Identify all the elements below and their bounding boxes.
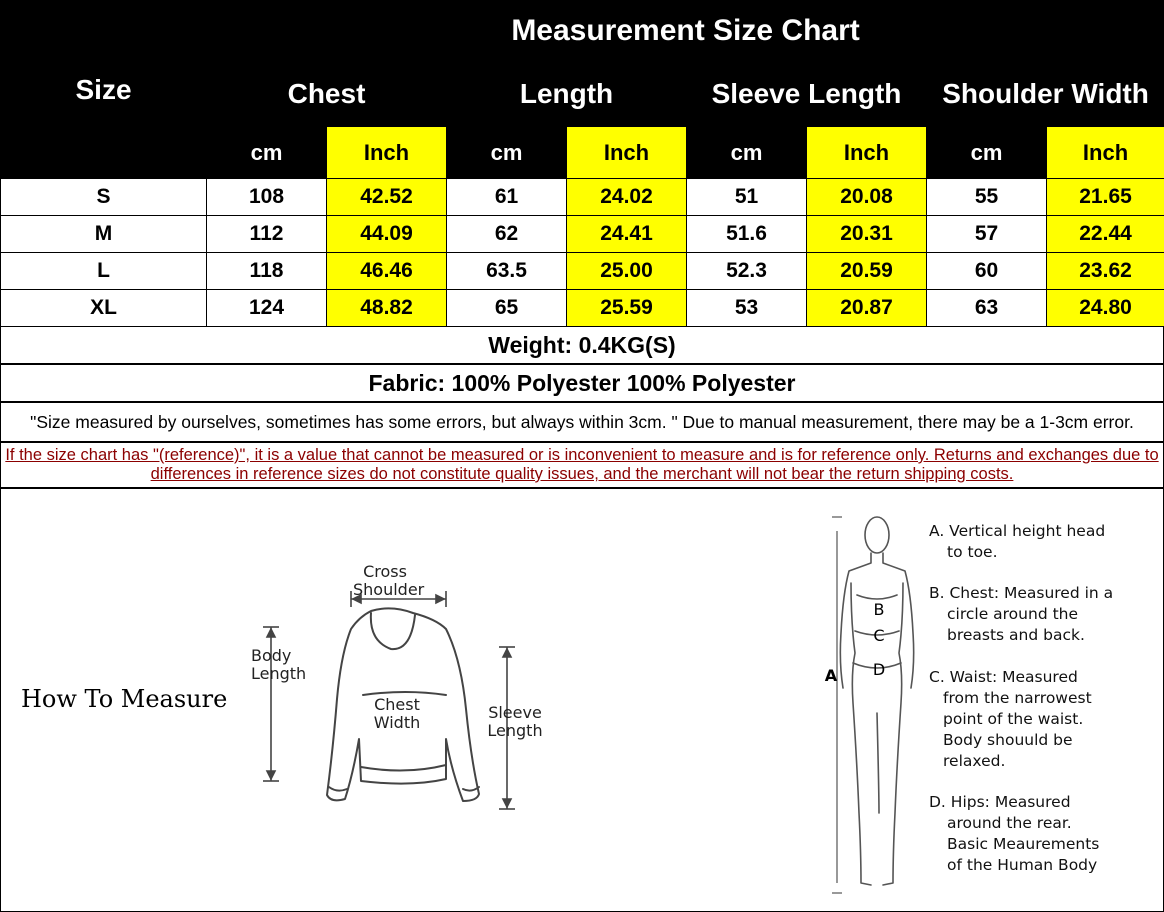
weight-row: Weight: 0.4KG(S) bbox=[0, 326, 1164, 364]
description-c bbox=[929, 667, 1092, 772]
value-cell: 62 bbox=[447, 216, 567, 253]
sleeve-length-line1: Sleeve bbox=[488, 703, 542, 722]
table-title: Measurement Size Chart bbox=[207, 1, 1164, 61]
value-cell: 22.44 bbox=[1047, 216, 1164, 253]
desc-c-line: relaxed. bbox=[943, 752, 1006, 770]
value-cell: 20.59 bbox=[807, 253, 927, 290]
body-length-line2: Length bbox=[251, 664, 307, 683]
desc-b-line: breasts and back. bbox=[947, 626, 1085, 644]
how-to-measure-label: How To Measure bbox=[21, 685, 228, 713]
chest-width-label bbox=[365, 696, 429, 732]
body-figure-diagram bbox=[821, 513, 921, 905]
value-cell: 65 bbox=[447, 290, 567, 327]
value-cell: 60 bbox=[927, 253, 1047, 290]
unit-cm: cm bbox=[927, 127, 1047, 179]
size-header: Size bbox=[1, 1, 207, 179]
value-cell: 118 bbox=[207, 253, 327, 290]
sleeve-length-line2: Length bbox=[487, 721, 543, 740]
table-row bbox=[1, 290, 1164, 327]
unit-cm: cm bbox=[687, 127, 807, 179]
value-cell: 57 bbox=[927, 216, 1047, 253]
group-chest: Chest bbox=[207, 61, 447, 127]
size-cell: M bbox=[1, 216, 207, 253]
value-cell: 24.80 bbox=[1047, 290, 1164, 327]
value-cell: 24.41 bbox=[567, 216, 687, 253]
value-cell: 124 bbox=[207, 290, 327, 327]
measurement-note: "Size measured by ourselves, sometimes has some errors, but always within 3cm. " Due to manual measurement, there may be a 1-3cm error. bbox=[0, 402, 1164, 442]
value-cell: 24.02 bbox=[567, 179, 687, 216]
value-cell: 51.6 bbox=[687, 216, 807, 253]
desc-b-line: B. Chest: Measured in a bbox=[929, 584, 1114, 602]
value-cell: 20.87 bbox=[807, 290, 927, 327]
unit-inch: Inch bbox=[807, 127, 927, 179]
value-cell: 20.31 bbox=[807, 216, 927, 253]
label-c: C bbox=[873, 626, 885, 645]
value-cell: 23.62 bbox=[1047, 253, 1164, 290]
how-to-measure-section bbox=[0, 488, 1164, 912]
label-d: D bbox=[872, 660, 886, 679]
description-b bbox=[929, 583, 1113, 646]
desc-c-line: C. Waist: Measured bbox=[929, 668, 1078, 686]
value-cell: 44.09 bbox=[327, 216, 447, 253]
desc-b-line: circle around the bbox=[947, 605, 1079, 623]
cross-shoulder-line1: Cross bbox=[363, 562, 407, 581]
desc-d-line: Basic Meaurements bbox=[947, 835, 1100, 853]
desc-d-line: of the Human Body bbox=[947, 856, 1098, 874]
value-cell: 55 bbox=[927, 179, 1047, 216]
value-cell: 48.82 bbox=[327, 290, 447, 327]
group-sleeve-length: Sleeve Length bbox=[687, 61, 927, 127]
table-row bbox=[1, 253, 1164, 290]
value-cell: 46.46 bbox=[327, 253, 447, 290]
desc-a-line: to toe. bbox=[947, 543, 998, 561]
table-row bbox=[1, 216, 1164, 253]
group-shoulder-width: Shoulder Width bbox=[927, 61, 1164, 127]
body-length-label bbox=[251, 647, 315, 683]
size-cell: L bbox=[1, 253, 207, 290]
label-b: B bbox=[873, 600, 885, 619]
value-cell: 25.59 bbox=[567, 290, 687, 327]
unit-cm: cm bbox=[207, 127, 327, 179]
value-cell: 20.08 bbox=[807, 179, 927, 216]
desc-c-line: Body shouuld be bbox=[943, 731, 1073, 749]
value-cell: 108 bbox=[207, 179, 327, 216]
group-length: Length bbox=[447, 61, 687, 127]
desc-c-line: point of the waist. bbox=[943, 710, 1084, 728]
value-cell: 25.00 bbox=[567, 253, 687, 290]
cross-shoulder-line2: Shoulder bbox=[353, 580, 425, 599]
size-cell: S bbox=[1, 179, 207, 216]
value-cell: 42.52 bbox=[327, 179, 447, 216]
table-row bbox=[1, 179, 1164, 216]
reference-note: If the size chart has "(reference)", it is a value that cannot be measured or is inconvenient to measure and is for reference only. Returns and exchanges due to differences in reference sizes do not constitute quality issues, and the merchant will not bear the return shipping costs. bbox=[0, 442, 1164, 488]
desc-c-line: from the narrowest bbox=[943, 689, 1092, 707]
label-a: A bbox=[824, 666, 838, 685]
value-cell: 63 bbox=[927, 290, 1047, 327]
unit-inch: Inch bbox=[1047, 127, 1164, 179]
description-d bbox=[929, 792, 1099, 876]
value-cell: 63.5 bbox=[447, 253, 567, 290]
size-table bbox=[0, 0, 1164, 327]
sleeve-length-label bbox=[483, 704, 547, 740]
cross-shoulder-label bbox=[353, 562, 425, 599]
unit-inch: Inch bbox=[567, 127, 687, 179]
value-cell: 52.3 bbox=[687, 253, 807, 290]
value-cell: 53 bbox=[687, 290, 807, 327]
unit-cm: cm bbox=[447, 127, 567, 179]
value-cell: 21.65 bbox=[1047, 179, 1164, 216]
value-cell: 112 bbox=[207, 216, 327, 253]
body-length-line1: Body bbox=[251, 646, 292, 665]
desc-a-line: A. Vertical height head bbox=[929, 522, 1106, 540]
desc-d-line: around the rear. bbox=[947, 814, 1072, 832]
value-cell: 61 bbox=[447, 179, 567, 216]
value-cell: 51 bbox=[687, 179, 807, 216]
size-cell: XL bbox=[1, 290, 207, 327]
chest-width-line2: Width bbox=[373, 713, 421, 732]
fabric-row: Fabric: 100% Polyester 100% Polyester bbox=[0, 364, 1164, 402]
description-a bbox=[929, 521, 1105, 563]
chest-width-line1: Chest bbox=[374, 695, 420, 714]
desc-d-line: D. Hips: Measured bbox=[929, 793, 1071, 811]
unit-inch: Inch bbox=[327, 127, 447, 179]
